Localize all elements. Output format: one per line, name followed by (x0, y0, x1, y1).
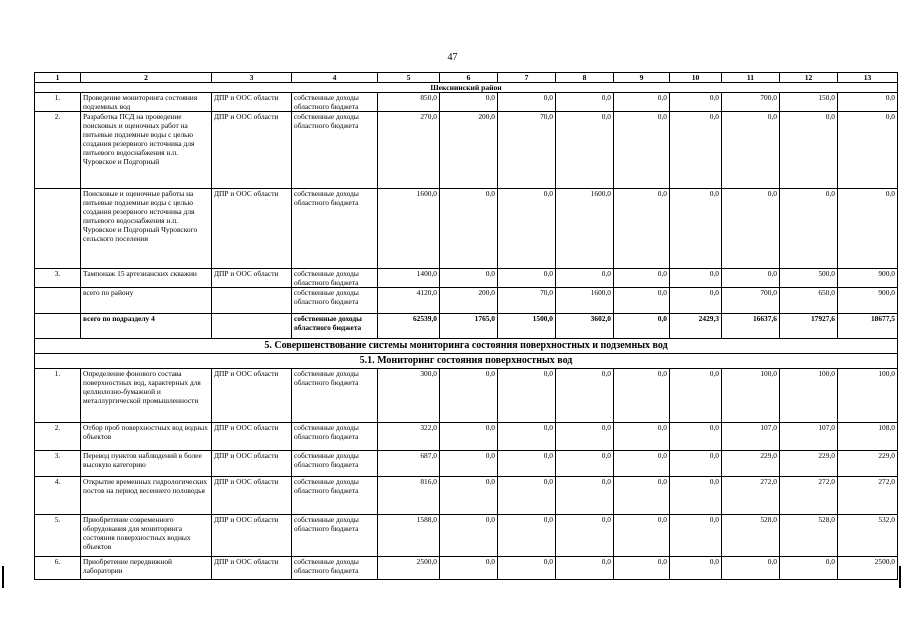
amount-cell: 0,0 (614, 515, 670, 557)
amount-cell: 272,0 (838, 477, 898, 515)
column-header: 6 (440, 73, 498, 83)
activity-name: Поисковые и оценочные работы на питьевые подземные воды с целью создания резервного источника для питьевого водоснабжения н.п. Чуровское и Подгорный Чуровского сельского поселения (81, 189, 212, 269)
row-number (35, 189, 81, 269)
total-amount: 200,0 (440, 288, 498, 314)
amount-cell: 0,0 (670, 557, 722, 580)
amount-cell: 0,0 (556, 269, 614, 288)
amount-cell: 0,0 (838, 112, 898, 189)
amount-cell: 0,0 (498, 423, 556, 451)
amount-cell: 1400,0 (378, 269, 440, 288)
empty-cell (212, 314, 292, 339)
amount-cell: 0,0 (614, 477, 670, 515)
executor: ДПР и ООС области (212, 451, 292, 477)
amount-cell: 100,0 (838, 369, 898, 423)
amount-cell: 107,0 (722, 423, 780, 451)
amount-cell: 0,0 (556, 451, 614, 477)
activity-name: Приобретение современного оборудования для мониторинга состояния поверхностных водных объектов (81, 515, 212, 557)
amount-cell: 0,0 (722, 189, 780, 269)
amount-cell: 0,0 (498, 477, 556, 515)
row-number: 6. (35, 557, 81, 580)
table-row (35, 369, 898, 423)
total-label: всего по району (81, 288, 212, 314)
funding-source: собственные доходы областного бюджета (292, 369, 378, 423)
amount-cell: 687,0 (378, 451, 440, 477)
row-number: 4. (35, 477, 81, 515)
column-header: 5 (378, 73, 440, 83)
amount-cell: 1588,0 (378, 515, 440, 557)
subsection-title: 5.1. Мониторинг состояния поверхностных вод (35, 354, 898, 369)
amount-cell: 229,0 (838, 451, 898, 477)
total-amount: 2429,3 (670, 314, 722, 339)
amount-cell: 0,0 (498, 189, 556, 269)
amount-cell: 0,0 (614, 269, 670, 288)
activity-name: Проведение мониторинга состояния подземных вод (81, 93, 212, 112)
total-amount: 17927,6 (780, 314, 838, 339)
row-number: 2. (35, 423, 81, 451)
executor: ДПР и ООС области (212, 477, 292, 515)
table-row (35, 189, 898, 269)
amount-cell: 0,0 (556, 557, 614, 580)
funding-source: собственные доходы областного бюджета (292, 557, 378, 580)
column-header: 10 (670, 73, 722, 83)
amount-cell: 0,0 (670, 451, 722, 477)
table-row (35, 112, 898, 189)
amount-cell: 816,0 (378, 477, 440, 515)
amount-cell: 1600,0 (378, 189, 440, 269)
total-amount: 0,0 (614, 314, 670, 339)
amount-cell: 500,0 (780, 269, 838, 288)
funding-source: собственные доходы областного бюджета (292, 112, 378, 189)
amount-cell: 0,0 (440, 269, 498, 288)
total-amount: 18677,5 (838, 314, 898, 339)
amount-cell: 0,0 (614, 369, 670, 423)
amount-cell: 107,0 (780, 423, 838, 451)
amount-cell: 0,0 (722, 557, 780, 580)
column-header: 8 (556, 73, 614, 83)
subsection-total-row (35, 314, 898, 339)
district-title-row (35, 83, 898, 93)
funding-source: собственные доходы областного бюджета (292, 269, 378, 288)
amount-cell: 0,0 (614, 93, 670, 112)
funding-source: собственные доходы областного бюджета (292, 423, 378, 451)
total-amount: 1765,0 (440, 314, 498, 339)
amount-cell: 0,0 (614, 557, 670, 580)
total-amount: 0,0 (614, 288, 670, 314)
amount-cell: 229,0 (780, 451, 838, 477)
amount-cell: 272,0 (722, 477, 780, 515)
total-amount: 4120,0 (378, 288, 440, 314)
amount-cell: 0,0 (440, 369, 498, 423)
subsection-title-row (35, 354, 898, 369)
row-number: 1. (35, 93, 81, 112)
activity-name: Определение фонового состава поверхностных вод, характерных для целлюлозно-бумажной и металлургической промышленности (81, 369, 212, 423)
amount-cell: 0,0 (440, 189, 498, 269)
amount-cell: 528,0 (780, 515, 838, 557)
amount-cell: 0,0 (722, 112, 780, 189)
amount-cell: 0,0 (556, 369, 614, 423)
row-number: 5. (35, 515, 81, 557)
amount-cell: 0,0 (498, 451, 556, 477)
row-number: 3. (35, 451, 81, 477)
executor: ДПР и ООС области (212, 93, 292, 112)
column-header: 12 (780, 73, 838, 83)
amount-cell: 0,0 (498, 93, 556, 112)
amount-cell: 0,0 (498, 269, 556, 288)
amount-cell: 0,0 (722, 269, 780, 288)
amount-cell: 0,0 (440, 451, 498, 477)
amount-cell: 0,0 (670, 93, 722, 112)
amount-cell: 700,0 (722, 93, 780, 112)
table-row (35, 557, 898, 580)
amount-cell: 0,0 (556, 477, 614, 515)
amount-cell: 322,0 (378, 423, 440, 451)
amount-cell: 900,0 (838, 269, 898, 288)
amount-cell: 2500,0 (838, 557, 898, 580)
left-margin-mark (2, 566, 4, 588)
amount-cell: 272,0 (780, 477, 838, 515)
empty-cell (35, 288, 81, 314)
total-amount: 62539,0 (378, 314, 440, 339)
amount-cell: 150,0 (780, 93, 838, 112)
amount-cell: 0,0 (556, 423, 614, 451)
amount-cell: 0,0 (670, 423, 722, 451)
amount-cell: 0,0 (440, 515, 498, 557)
funding-source: собственные доходы областного бюджета (292, 288, 378, 314)
table-row (35, 423, 898, 451)
table-row (35, 451, 898, 477)
right-margin-mark (899, 566, 901, 588)
executor: ДПР и ООС области (212, 423, 292, 451)
amount-cell: 1600,0 (556, 189, 614, 269)
row-number: 3. (35, 269, 81, 288)
page-number: 47 (447, 52, 458, 63)
column-header: 3 (212, 73, 292, 83)
amount-cell: 0,0 (614, 423, 670, 451)
district-total-row (35, 288, 898, 314)
amount-cell: 0,0 (670, 189, 722, 269)
row-number: 1. (35, 369, 81, 423)
total-label: всего по подразделу 4 (81, 314, 212, 339)
amount-cell: 100,0 (780, 369, 838, 423)
table-row (35, 515, 898, 557)
amount-cell: 0,0 (838, 189, 898, 269)
amount-cell: 0,0 (780, 557, 838, 580)
amount-cell: 0,0 (440, 477, 498, 515)
amount-cell: 0,0 (670, 369, 722, 423)
row-number: 2. (35, 112, 81, 189)
column-header: 7 (498, 73, 556, 83)
amount-cell: 100,0 (722, 369, 780, 423)
amount-cell: 0,0 (780, 112, 838, 189)
table-row (35, 93, 898, 112)
executor: ДПР и ООС области (212, 369, 292, 423)
amount-cell: 0,0 (670, 477, 722, 515)
activity-name: Открытие временных гидрологических постов на период весеннего половодья (81, 477, 212, 515)
amount-cell: 0,0 (670, 269, 722, 288)
executor: ДПР и ООС области (212, 515, 292, 557)
column-header: 2 (81, 73, 212, 83)
empty-cell (35, 314, 81, 339)
amount-cell: 0,0 (498, 557, 556, 580)
table-row (35, 269, 898, 288)
executor: ДПР и ООС области (212, 269, 292, 288)
total-amount: 0,0 (670, 288, 722, 314)
column-header: 4 (292, 73, 378, 83)
column-header: 1 (35, 73, 81, 83)
column-header: 9 (614, 73, 670, 83)
executor: ДПР и ООС области (212, 557, 292, 580)
activity-name: Тампонаж 15 артезианских скважин (81, 269, 212, 288)
activity-name: Отбор проб поверхностных вод водных объектов (81, 423, 212, 451)
column-header: 11 (722, 73, 780, 83)
total-amount: 3602,0 (556, 314, 614, 339)
amount-cell: 70,0 (498, 112, 556, 189)
amount-cell: 270,0 (378, 112, 440, 189)
funding-source: собственные доходы областного бюджета (292, 451, 378, 477)
column-header: 13 (838, 73, 898, 83)
section-title-row (35, 339, 898, 354)
amount-cell: 0,0 (440, 423, 498, 451)
funding-source: собственные доходы областного бюджета (292, 189, 378, 269)
amount-cell: 0,0 (498, 515, 556, 557)
budget-table (34, 72, 898, 580)
funding-source: собственные доходы областного бюджета (292, 93, 378, 112)
total-amount: 16637,6 (722, 314, 780, 339)
executor: ДПР и ООС области (212, 112, 292, 189)
total-amount: 70,0 (498, 288, 556, 314)
amount-cell: 0,0 (614, 112, 670, 189)
amount-cell: 0,0 (556, 515, 614, 557)
section-title: 5. Совершенствование системы мониторинга состояния поверхностных и подземных вод (35, 339, 898, 354)
activity-name: Приобретение передвижной лаборатории (81, 557, 212, 580)
total-amount: 1600,0 (556, 288, 614, 314)
amount-cell: 229,0 (722, 451, 780, 477)
amount-cell: 108,0 (838, 423, 898, 451)
amount-cell: 200,0 (440, 112, 498, 189)
column-header-row (35, 73, 898, 83)
amount-cell: 0,0 (614, 189, 670, 269)
total-amount: 1500,0 (498, 314, 556, 339)
district-title: Шекснинский район (35, 83, 898, 93)
amount-cell: 0,0 (498, 369, 556, 423)
funding-source: собственные доходы областного бюджета (292, 314, 378, 339)
table-row (35, 477, 898, 515)
total-amount: 650,0 (780, 288, 838, 314)
total-amount: 700,0 (722, 288, 780, 314)
amount-cell: 2500,0 (378, 557, 440, 580)
amount-cell: 528,0 (722, 515, 780, 557)
funding-source: собственные доходы областного бюджета (292, 515, 378, 557)
amount-cell: 0,0 (838, 93, 898, 112)
amount-cell: 0,0 (780, 189, 838, 269)
amount-cell: 532,0 (838, 515, 898, 557)
amount-cell: 0,0 (440, 93, 498, 112)
activity-name: Разработка ПСД на проведение поисковых и оценочных работ на питьевые подземные воды с целью создания резервного источника для питьевого водоснабжения н.п. Чуровское и Подгорный (81, 112, 212, 189)
amount-cell: 0,0 (556, 93, 614, 112)
executor: ДПР и ООС области (212, 189, 292, 269)
amount-cell: 300,0 (378, 369, 440, 423)
funding-source: собственные доходы областного бюджета (292, 477, 378, 515)
amount-cell: 0,0 (556, 112, 614, 189)
amount-cell: 0,0 (614, 451, 670, 477)
amount-cell: 0,0 (440, 557, 498, 580)
total-amount: 900,0 (838, 288, 898, 314)
amount-cell: 0,0 (670, 112, 722, 189)
amount-cell: 850,0 (378, 93, 440, 112)
amount-cell: 0,0 (670, 515, 722, 557)
empty-cell (212, 288, 292, 314)
activity-name: Перевод пунктов наблюдений в более высокую категорию (81, 451, 212, 477)
